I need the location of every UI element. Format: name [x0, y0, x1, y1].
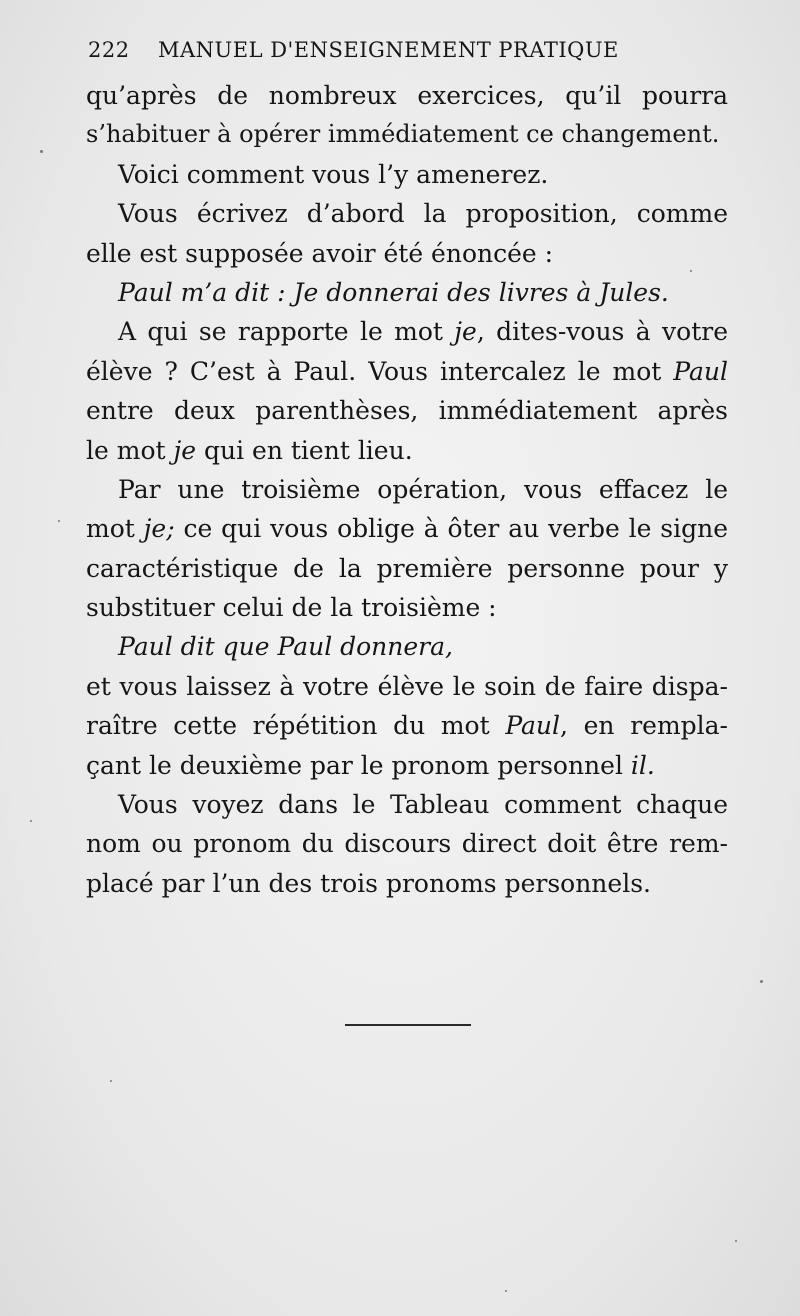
text-line	[86, 864, 728, 903]
text-line	[86, 312, 728, 351]
text-run: A qui se rapporte le mot	[118, 317, 455, 347]
text-line	[86, 352, 728, 391]
text-run: çant le deuxième par le pronom personnel	[86, 750, 631, 780]
running-header	[88, 38, 728, 62]
text-line	[86, 667, 728, 706]
text-line	[86, 115, 728, 154]
text-line	[86, 155, 728, 194]
text-run: Par une troisième opération, vous effacez le	[118, 474, 728, 504]
scan-speck	[110, 1080, 112, 1082]
text-line	[86, 470, 728, 509]
italic-text: Paul dit que Paul donnera,	[118, 632, 453, 662]
italic-text: Paul m’a dit : Je donnerai des livres à Jules.	[118, 277, 669, 307]
italic-text: je	[454, 317, 477, 347]
running-title: MANUEL D'ENSEIGNEMENT PRATIQUE	[158, 38, 619, 62]
text-run: Vous écrivez d’abord la proposition, comme	[118, 199, 728, 229]
text-run: élève ? C’est à Paul. Vous intercalez le mot	[86, 356, 674, 386]
italic-text: Paul	[505, 711, 561, 741]
text-line	[86, 588, 728, 627]
text-run: , dites-vous à votre	[476, 317, 728, 347]
text-run: Voici comment vous l’y amenerez.	[118, 159, 549, 189]
text-run: le mot	[86, 435, 174, 465]
text-run: entre deux parenthèses, immédiatement après	[86, 396, 728, 426]
scan-speck	[40, 150, 43, 153]
text-run: qui en tient lieu.	[196, 435, 413, 465]
text-run: placé par l’un des trois pronoms personnels.	[86, 868, 651, 898]
text-line	[86, 194, 728, 233]
text-line	[86, 273, 728, 312]
scan-speck	[735, 1240, 737, 1242]
italic-text: il.	[630, 750, 655, 780]
text-line	[86, 76, 728, 115]
text-run: nom ou pronom du discours direct doit être rem-	[86, 829, 728, 859]
section-rule	[345, 1024, 471, 1026]
text-line	[86, 785, 728, 824]
text-run: , en rempla-	[560, 711, 728, 741]
text-line	[86, 509, 728, 548]
italic-text: je;	[143, 514, 175, 544]
text-run: mot	[86, 514, 144, 544]
text-run: elle est supposée avoir été énoncée :	[86, 238, 554, 268]
text-run: et vous laissez à votre élève le soin de faire dispa-	[86, 671, 728, 701]
text-line	[86, 234, 728, 273]
scan-speck	[690, 270, 692, 272]
scan-speck	[505, 1290, 507, 1292]
scan-speck	[30, 820, 32, 822]
text-line	[86, 746, 728, 785]
text-run: ce qui vous oblige à ôter au verbe le signe	[174, 514, 728, 544]
text-line	[86, 549, 728, 588]
scan-speck	[58, 520, 60, 522]
text-run: caractéristique de la première personne pour y	[86, 553, 728, 583]
text-run: raître cette répétition du mot	[86, 711, 506, 741]
text-run: s’habituer à opérer immédiatement ce changement.	[86, 120, 720, 149]
scan-speck	[760, 980, 763, 983]
italic-text: Paul	[673, 356, 728, 386]
text-line	[86, 391, 728, 430]
text-line	[86, 627, 728, 666]
text-run: substituer celui de la troisième :	[86, 593, 497, 623]
italic-text: je	[173, 435, 197, 465]
text-run: Vous voyez dans le Tableau comment chaque	[118, 790, 728, 820]
text-line	[86, 431, 728, 470]
text-line	[86, 706, 728, 745]
text-line	[86, 824, 728, 863]
page-text	[86, 76, 728, 903]
page-number: 222	[88, 38, 130, 62]
text-run: qu’après de nombreux exercices, qu’il pourra	[86, 81, 728, 110]
